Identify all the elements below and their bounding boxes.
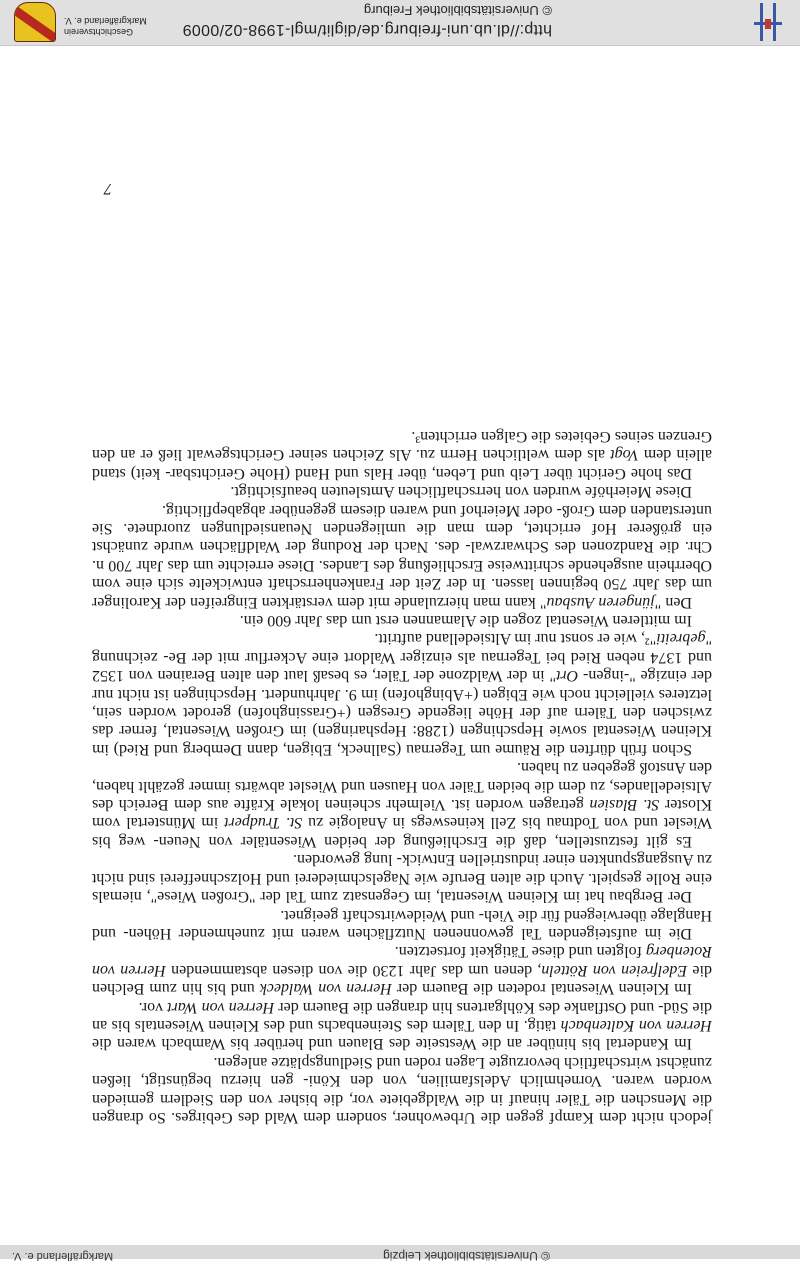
paragraph: [92, 997, 712, 1052]
text-run: den Siedlern gemieden worden waren. Vornehmlich Adelsfamilien, von den Köni-: [91, 1072, 712, 1108]
text-run: Großen Wiesental, ferner das zwischen den Tälern auf der Höhe liegende Gresgen: [92, 704, 712, 740]
paragraph: [92, 611, 712, 629]
italic-name: Vogt: [610, 446, 639, 464]
library-logo-icon: [754, 3, 782, 41]
text-run: Im Kleinen Wiesental rodeten die Bauern der: [391, 980, 692, 998]
society-name: [64, 15, 148, 37]
top-library-text: © Universitätsbibliothek Leipzig: [383, 1249, 550, 1263]
text-run: 1374 neben Ried bei Tegernau als einziger Waldort eine Ackerflur mit der Be-: [163, 648, 683, 666]
text-run: keit) stand allein dem: [91, 446, 712, 482]
text-run: lokale Kräfte aus dem Bereich des Altsiedellandes, zu dem die beiden Täler von: [91, 777, 712, 814]
text-run: Gerichtsgewalt ließ er an den Grenzen seines Gebietes die Galgen errichten³.: [92, 427, 712, 464]
text-run: " in der Waldzone der Täler, es besaß laut den alten Berainen von 1352 und: [91, 648, 712, 685]
text-run: Die im aufsteigenden Tal gewonnenen Nutzflächen waren mit zunehmender: [178, 924, 692, 942]
text-run: tätig. In den Tälern des Steinenbachs und des: [263, 1016, 561, 1034]
text-run: Im mittleren Wiesental zogen die Alamannen erst um das Jahr 600 ein.: [239, 612, 692, 630]
italic-name: Herren von Rotenberg: [91, 943, 712, 979]
text-run: Es gilt festzustellen, daß die Erschließung der beiden Wiesentäler von Neuen-: [153, 832, 692, 850]
text-run: Höhen- und Hanglage überwiegend für die Vieh- und Weidewirtschaft geeignet.: [91, 906, 712, 942]
text-run: dem man die umliegenden Neuansiedlungen zuordnete. Sie unterstanden dem: [92, 501, 712, 537]
italic-name: St. Blasien: [589, 796, 660, 814]
text-run: des. Nach der Rodung der Waldflächen wurde zunächst ein größerer Hof errichtet,: [91, 520, 712, 556]
text-run: Landes. Diese erreichte um das Jahr 700 n. Chr. die Randzonen des Schwarzwal-: [91, 538, 712, 574]
paragraph: [92, 905, 712, 942]
text-run: vor.: [138, 998, 168, 1016]
text-run: folgten und diese Tätigkeit fortsetzten.: [394, 943, 646, 961]
text-run: gen hierzu begünstigt, ließen zunächst wirtschaftlich bevorzugte Lagen roden und: [91, 1053, 712, 1090]
text-run: jedoch nicht dem Kampf gegen die Urbewohner, sondern dem Wald des Gebirges.: [171, 1109, 712, 1126]
body-text: [92, 427, 712, 1126]
text-run: Bauern der: [274, 998, 349, 1016]
text-run: Im Kandertal bis hinüber an die Westseite des Blauen und herüber bis Wambach: [161, 1035, 692, 1053]
text-run: als dem weltlichen Herrn zu. Als Zeichen seiner: [289, 446, 611, 464]
text-run: (+Grassinghofen) gerodet worden sein, letzteres vielleicht noch wie Ebigen: [91, 685, 712, 722]
paragraph: [92, 427, 712, 482]
paragraph: [92, 629, 712, 758]
italic-name: Ort: [555, 667, 579, 685]
text-run: Schon früh dürften die Räume um Tegernau (Sallneck, Ebigen, dann Demberg: [182, 740, 692, 758]
coat-of-arms-icon: [14, 2, 56, 42]
text-run: und Ried) im Kleinen Wiesental sowie Hepschingen (1288: Hepsharingen) im: [91, 722, 712, 758]
top-bar: [0, 1244, 800, 1263]
page-number: 7: [104, 180, 112, 197]
text-run: zum Belchen die: [91, 961, 712, 998]
text-run: im Münstertal vom Kloster: [91, 796, 712, 832]
paragraph: [92, 1052, 712, 1126]
paragraph: [92, 758, 712, 850]
document-page: [0, 46, 800, 1245]
text-run: " kann man hierzulande mit dem verstärkten Eingreifen: [190, 593, 547, 611]
society-line-2: Markgräflerland e. V.: [64, 16, 147, 26]
text-run: und bis hin: [181, 980, 260, 998]
italic-name: St. Trudpert: [224, 814, 303, 832]
italic-name: jüngeren Ausbau: [546, 593, 655, 611]
text-run: Der Bergbau hat im Kleinen Wiesental, im Gegensatz zum Tal der "Großen: [201, 888, 692, 906]
paragraph: [92, 850, 712, 905]
text-run: entwickelte sich eine vom Oberrhein ausgehende schrittweise Erschließung des: [91, 556, 712, 593]
text-run: Das hohe Gericht über Leib und Leben, über Hals und Hand (Hohe Gerichtsbar-: [165, 464, 692, 482]
footer-bar: [0, 0, 800, 46]
text-run: abstammenden: [165, 961, 268, 979]
paragraph: [92, 482, 712, 500]
paragraph: [92, 942, 712, 997]
italic-name: Herren von Wart: [167, 998, 275, 1016]
text-run: Diese Meierhöfe wurden von herrschaftlichen Amtsleuten beaufsichtigt.: [230, 483, 692, 501]
text-run: lung geworden.: [292, 851, 393, 869]
text-run: waren die: [92, 1035, 157, 1053]
paragraph: [92, 500, 712, 610]
text-run: Siedlungsplätze anlegen.: [213, 1053, 373, 1071]
text-run: "², wie er sonst nur im Altsiedelland auftritt.: [374, 630, 657, 648]
top-right-text: Markgräflerland e. V.: [12, 1250, 114, 1262]
text-run: Kleinen Wiesentals bis an die Süd- und Ostflanke des Köhlgartens hin drangen die: [91, 998, 712, 1034]
text-run: zeichnung ": [92, 630, 712, 666]
text-run: Wiese", niemals eine Rolle gespielt. Auch die alten Berufe wie Nagelschmiederei: [91, 869, 712, 906]
italic-name: Edelfreien von Rötteln: [541, 961, 688, 979]
text-run: So drangen die Menschen die Täler hinauf in die Waldgebiete vor, die bisher von: [91, 1090, 712, 1126]
document-url[interactable]: http://dl.ub.uni-freiburg.de/diglit/mgl-1998-02/0009: [182, 21, 552, 38]
text-run: Hausen und Wieslet abwärts immer gezählt haben, den Anstoß gegeben zu haben.: [91, 759, 712, 795]
copyright-text: © Universitätsbibliothek Freiburg: [363, 3, 552, 18]
text-run: der Karolinger um das Jahr 750 beginnen lassen. In der Zeit der Frankenherrschaft: [91, 575, 712, 611]
text-run: und Holzschnefferei sind nicht zu Ausgangspunkten einer industriellen Entwick-: [91, 851, 712, 887]
italic-name: Herren von Waldeck: [259, 980, 392, 998]
text-run: weg bis Wieslet und von Todtnau bis Zell keineswegs in Analogie zu: [91, 814, 712, 850]
text-run: , denen um das Jahr 1230 die von diesen: [272, 961, 542, 979]
text-run: Groß- oder Meierhof und waren diesem gegenüber abgabepflichtig.: [161, 501, 595, 519]
italic-name: Herren von Kaltenbach: [560, 1016, 712, 1034]
text-run: getragen worden ist. Vielmehr scheinen: [324, 796, 590, 814]
italic-name: gebreiti: [656, 630, 706, 648]
society-line-1: Geschichtsverein: [64, 27, 134, 37]
text-run: (+Abinghofen) im 9. Jahrhundert. Hepschingen ist nicht nur der einzige "-ingen-: [91, 667, 712, 703]
text-run: Den ": [654, 593, 692, 611]
